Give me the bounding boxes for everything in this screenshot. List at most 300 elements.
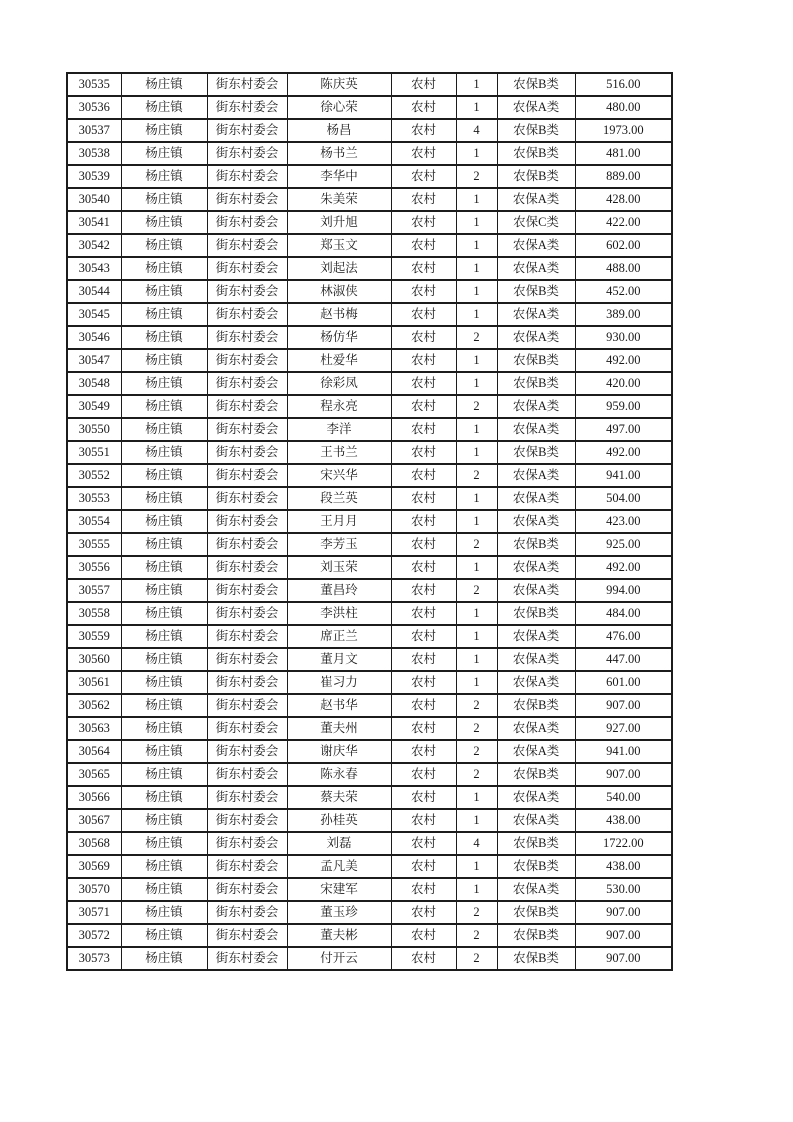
cell-serial-number: 30536 — [67, 96, 121, 119]
cell-town: 杨庄镇 — [121, 786, 207, 809]
cell-residence-type: 农村 — [391, 142, 456, 165]
cell-person-name: 刘起法 — [287, 257, 391, 280]
cell-residence-type: 农村 — [391, 257, 456, 280]
cell-town: 杨庄镇 — [121, 487, 207, 510]
cell-serial-number: 30565 — [67, 763, 121, 786]
cell-person-name: 李洪柱 — [287, 602, 391, 625]
cell-town: 杨庄镇 — [121, 73, 207, 96]
cell-residence-type: 农村 — [391, 418, 456, 441]
cell-amount: 389.00 — [575, 303, 672, 326]
cell-town: 杨庄镇 — [121, 326, 207, 349]
cell-person-count: 1 — [456, 625, 497, 648]
cell-insurance-category: 农保A类 — [497, 487, 575, 510]
cell-amount: 889.00 — [575, 165, 672, 188]
cell-insurance-category: 农保A类 — [497, 418, 575, 441]
cell-person-name: 杨书兰 — [287, 142, 391, 165]
cell-person-count: 2 — [456, 901, 497, 924]
table-row — [67, 441, 672, 464]
cell-village-committee: 街东村委会 — [207, 579, 287, 602]
cell-insurance-category: 农保B类 — [497, 901, 575, 924]
cell-town: 杨庄镇 — [121, 556, 207, 579]
table-row — [67, 648, 672, 671]
table-row — [67, 487, 672, 510]
cell-town: 杨庄镇 — [121, 901, 207, 924]
cell-person-name: 赵书华 — [287, 694, 391, 717]
cell-town: 杨庄镇 — [121, 855, 207, 878]
cell-person-name: 程永亮 — [287, 395, 391, 418]
table-row — [67, 142, 672, 165]
cell-residence-type: 农村 — [391, 487, 456, 510]
cell-town: 杨庄镇 — [121, 96, 207, 119]
cell-insurance-category: 农保A类 — [497, 326, 575, 349]
cell-serial-number: 30571 — [67, 901, 121, 924]
table-row — [67, 372, 672, 395]
cell-serial-number: 30567 — [67, 809, 121, 832]
cell-residence-type: 农村 — [391, 602, 456, 625]
cell-residence-type: 农村 — [391, 533, 456, 556]
cell-town: 杨庄镇 — [121, 119, 207, 142]
cell-amount: 481.00 — [575, 142, 672, 165]
cell-village-committee: 街东村委会 — [207, 372, 287, 395]
cell-town: 杨庄镇 — [121, 947, 207, 970]
cell-town: 杨庄镇 — [121, 395, 207, 418]
cell-person-count: 2 — [456, 717, 497, 740]
cell-amount: 907.00 — [575, 694, 672, 717]
table-row — [67, 257, 672, 280]
cell-town: 杨庄镇 — [121, 349, 207, 372]
table-row — [67, 878, 672, 901]
cell-amount: 601.00 — [575, 671, 672, 694]
cell-serial-number: 30537 — [67, 119, 121, 142]
cell-residence-type: 农村 — [391, 694, 456, 717]
cell-amount: 530.00 — [575, 878, 672, 901]
cell-residence-type: 农村 — [391, 832, 456, 855]
cell-town: 杨庄镇 — [121, 257, 207, 280]
cell-residence-type: 农村 — [391, 119, 456, 142]
table-row — [67, 349, 672, 372]
cell-person-count: 1 — [456, 602, 497, 625]
cell-person-count: 2 — [456, 694, 497, 717]
cell-village-committee: 街东村委会 — [207, 694, 287, 717]
cell-town: 杨庄镇 — [121, 280, 207, 303]
cell-person-count: 1 — [456, 441, 497, 464]
cell-residence-type: 农村 — [391, 326, 456, 349]
cell-village-committee: 街东村委会 — [207, 625, 287, 648]
cell-village-committee: 街东村委会 — [207, 648, 287, 671]
cell-person-name: 王月月 — [287, 510, 391, 533]
cell-insurance-category: 农保A类 — [497, 96, 575, 119]
cell-amount: 927.00 — [575, 717, 672, 740]
cell-person-name: 杨昌 — [287, 119, 391, 142]
cell-residence-type: 农村 — [391, 947, 456, 970]
cell-serial-number: 30563 — [67, 717, 121, 740]
cell-serial-number: 30543 — [67, 257, 121, 280]
cell-village-committee: 街东村委会 — [207, 395, 287, 418]
cell-residence-type: 农村 — [391, 510, 456, 533]
cell-amount: 420.00 — [575, 372, 672, 395]
cell-amount: 907.00 — [575, 901, 672, 924]
cell-amount: 1722.00 — [575, 832, 672, 855]
table-row — [67, 625, 672, 648]
cell-person-count: 1 — [456, 211, 497, 234]
cell-insurance-category: 农保A类 — [497, 395, 575, 418]
cell-serial-number: 30568 — [67, 832, 121, 855]
cell-town: 杨庄镇 — [121, 165, 207, 188]
table-row — [67, 740, 672, 763]
cell-village-committee: 街东村委会 — [207, 763, 287, 786]
cell-amount: 907.00 — [575, 947, 672, 970]
cell-person-count: 2 — [456, 947, 497, 970]
table-row — [67, 280, 672, 303]
cell-town: 杨庄镇 — [121, 142, 207, 165]
cell-person-name: 杨仿华 — [287, 326, 391, 349]
cell-serial-number: 30559 — [67, 625, 121, 648]
cell-residence-type: 农村 — [391, 579, 456, 602]
cell-amount: 438.00 — [575, 809, 672, 832]
cell-insurance-category: 农保B类 — [497, 280, 575, 303]
cell-village-committee: 街东村委会 — [207, 487, 287, 510]
cell-village-committee: 街东村委会 — [207, 326, 287, 349]
cell-residence-type: 农村 — [391, 671, 456, 694]
cell-person-count: 2 — [456, 763, 497, 786]
cell-residence-type: 农村 — [391, 740, 456, 763]
cell-serial-number: 30556 — [67, 556, 121, 579]
cell-amount: 959.00 — [575, 395, 672, 418]
cell-village-committee: 街东村委会 — [207, 924, 287, 947]
cell-person-name: 李洋 — [287, 418, 391, 441]
cell-town: 杨庄镇 — [121, 924, 207, 947]
table-row — [67, 901, 672, 924]
cell-insurance-category: 农保A类 — [497, 579, 575, 602]
cell-village-committee: 街东村委会 — [207, 786, 287, 809]
cell-village-committee: 街东村委会 — [207, 855, 287, 878]
cell-serial-number: 30558 — [67, 602, 121, 625]
cell-town: 杨庄镇 — [121, 717, 207, 740]
cell-amount: 930.00 — [575, 326, 672, 349]
cell-serial-number: 30544 — [67, 280, 121, 303]
cell-village-committee: 街东村委会 — [207, 142, 287, 165]
cell-insurance-category: 农保B类 — [497, 533, 575, 556]
cell-town: 杨庄镇 — [121, 671, 207, 694]
table-row — [67, 326, 672, 349]
table-row — [67, 579, 672, 602]
cell-serial-number: 30552 — [67, 464, 121, 487]
cell-amount: 540.00 — [575, 786, 672, 809]
cell-residence-type: 农村 — [391, 924, 456, 947]
cell-serial-number: 30538 — [67, 142, 121, 165]
cell-village-committee: 街东村委会 — [207, 73, 287, 96]
cell-person-count: 1 — [456, 372, 497, 395]
cell-person-name: 刘玉荣 — [287, 556, 391, 579]
table-row — [67, 763, 672, 786]
cell-town: 杨庄镇 — [121, 602, 207, 625]
cell-insurance-category: 农保C类 — [497, 211, 575, 234]
cell-residence-type: 农村 — [391, 96, 456, 119]
cell-amount: 488.00 — [575, 257, 672, 280]
cell-insurance-category: 农保B类 — [497, 441, 575, 464]
cell-person-count: 1 — [456, 349, 497, 372]
cell-person-name: 李华中 — [287, 165, 391, 188]
cell-town: 杨庄镇 — [121, 740, 207, 763]
table-row — [67, 694, 672, 717]
cell-serial-number: 30542 — [67, 234, 121, 257]
cell-insurance-category: 农保A类 — [497, 257, 575, 280]
table-row — [67, 556, 672, 579]
cell-person-name: 段兰英 — [287, 487, 391, 510]
cell-amount: 907.00 — [575, 763, 672, 786]
cell-person-name: 陈永春 — [287, 763, 391, 786]
cell-person-name: 孙桂英 — [287, 809, 391, 832]
cell-amount: 428.00 — [575, 188, 672, 211]
cell-person-name: 董玉珍 — [287, 901, 391, 924]
table-row — [67, 73, 672, 96]
cell-village-committee: 街东村委会 — [207, 947, 287, 970]
cell-village-committee: 街东村委会 — [207, 96, 287, 119]
cell-person-name: 陈庆英 — [287, 73, 391, 96]
cell-serial-number: 30540 — [67, 188, 121, 211]
cell-person-name: 林淑侠 — [287, 280, 391, 303]
cell-amount: 492.00 — [575, 556, 672, 579]
cell-serial-number: 30573 — [67, 947, 121, 970]
cell-person-name: 徐彩凤 — [287, 372, 391, 395]
cell-residence-type: 农村 — [391, 395, 456, 418]
cell-person-count: 4 — [456, 119, 497, 142]
cell-residence-type: 农村 — [391, 303, 456, 326]
cell-person-name: 宋兴华 — [287, 464, 391, 487]
cell-serial-number: 30554 — [67, 510, 121, 533]
cell-serial-number: 30561 — [67, 671, 121, 694]
cell-town: 杨庄镇 — [121, 809, 207, 832]
cell-village-committee: 街东村委会 — [207, 602, 287, 625]
cell-serial-number: 30551 — [67, 441, 121, 464]
cell-amount: 497.00 — [575, 418, 672, 441]
cell-serial-number: 30557 — [67, 579, 121, 602]
table-row — [67, 188, 672, 211]
cell-person-name: 蔡夫荣 — [287, 786, 391, 809]
table-row — [67, 809, 672, 832]
cell-village-committee: 街东村委会 — [207, 119, 287, 142]
cell-person-name: 朱美荣 — [287, 188, 391, 211]
table-row — [67, 671, 672, 694]
cell-amount: 925.00 — [575, 533, 672, 556]
cell-residence-type: 农村 — [391, 878, 456, 901]
cell-serial-number: 30545 — [67, 303, 121, 326]
cell-insurance-category: 农保B类 — [497, 924, 575, 947]
cell-amount: 1973.00 — [575, 119, 672, 142]
cell-person-count: 2 — [456, 395, 497, 418]
cell-person-count: 1 — [456, 671, 497, 694]
cell-amount: 492.00 — [575, 349, 672, 372]
cell-insurance-category: 农保A类 — [497, 303, 575, 326]
cell-person-name: 谢庆华 — [287, 740, 391, 763]
cell-residence-type: 农村 — [391, 809, 456, 832]
cell-serial-number: 30569 — [67, 855, 121, 878]
cell-person-count: 2 — [456, 579, 497, 602]
table-row — [67, 96, 672, 119]
cell-insurance-category: 农保B类 — [497, 947, 575, 970]
table-row — [67, 717, 672, 740]
cell-residence-type: 农村 — [391, 625, 456, 648]
cell-serial-number: 30570 — [67, 878, 121, 901]
cell-village-committee: 街东村委会 — [207, 901, 287, 924]
cell-residence-type: 农村 — [391, 901, 456, 924]
cell-insurance-category: 农保B类 — [497, 372, 575, 395]
cell-town: 杨庄镇 — [121, 533, 207, 556]
cell-insurance-category: 农保A类 — [497, 556, 575, 579]
cell-town: 杨庄镇 — [121, 464, 207, 487]
cell-town: 杨庄镇 — [121, 188, 207, 211]
cell-insurance-category: 农保B类 — [497, 602, 575, 625]
table-row — [67, 165, 672, 188]
cell-person-count: 1 — [456, 257, 497, 280]
cell-person-count: 1 — [456, 809, 497, 832]
cell-person-count: 1 — [456, 280, 497, 303]
cell-residence-type: 农村 — [391, 188, 456, 211]
cell-amount: 907.00 — [575, 924, 672, 947]
cell-town: 杨庄镇 — [121, 234, 207, 257]
cell-person-name: 董夫州 — [287, 717, 391, 740]
cell-insurance-category: 农保A类 — [497, 464, 575, 487]
cell-amount: 447.00 — [575, 648, 672, 671]
cell-town: 杨庄镇 — [121, 878, 207, 901]
cell-person-name: 王书兰 — [287, 441, 391, 464]
cell-amount: 492.00 — [575, 441, 672, 464]
cell-village-committee: 街东村委会 — [207, 809, 287, 832]
cell-village-committee: 街东村委会 — [207, 211, 287, 234]
cell-insurance-category: 农保A类 — [497, 717, 575, 740]
cell-serial-number: 30562 — [67, 694, 121, 717]
cell-village-committee: 街东村委会 — [207, 533, 287, 556]
cell-insurance-category: 农保A类 — [497, 648, 575, 671]
cell-town: 杨庄镇 — [121, 510, 207, 533]
cell-serial-number: 30547 — [67, 349, 121, 372]
cell-town: 杨庄镇 — [121, 441, 207, 464]
cell-person-name: 李芳玉 — [287, 533, 391, 556]
cell-serial-number: 30541 — [67, 211, 121, 234]
cell-insurance-category: 农保B类 — [497, 694, 575, 717]
cell-amount: 452.00 — [575, 280, 672, 303]
cell-person-name: 宋建军 — [287, 878, 391, 901]
cell-residence-type: 农村 — [391, 717, 456, 740]
cell-person-name: 刘升旭 — [287, 211, 391, 234]
cell-town: 杨庄镇 — [121, 211, 207, 234]
cell-insurance-category: 农保A类 — [497, 878, 575, 901]
cell-residence-type: 农村 — [391, 73, 456, 96]
table-row — [67, 602, 672, 625]
cell-residence-type: 农村 — [391, 234, 456, 257]
cell-village-committee: 街东村委会 — [207, 280, 287, 303]
cell-amount: 422.00 — [575, 211, 672, 234]
table-row — [67, 533, 672, 556]
cell-person-name: 董夫彬 — [287, 924, 391, 947]
cell-residence-type: 农村 — [391, 786, 456, 809]
cell-serial-number: 30564 — [67, 740, 121, 763]
cell-town: 杨庄镇 — [121, 625, 207, 648]
cell-residence-type: 农村 — [391, 349, 456, 372]
cell-insurance-category: 农保B类 — [497, 763, 575, 786]
cell-amount: 423.00 — [575, 510, 672, 533]
cell-insurance-category: 农保B类 — [497, 349, 575, 372]
table-row — [67, 924, 672, 947]
cell-person-count: 4 — [456, 832, 497, 855]
cell-person-count: 1 — [456, 188, 497, 211]
cell-person-count: 1 — [456, 878, 497, 901]
cell-town: 杨庄镇 — [121, 372, 207, 395]
cell-village-committee: 街东村委会 — [207, 188, 287, 211]
cell-town: 杨庄镇 — [121, 303, 207, 326]
cell-serial-number: 30553 — [67, 487, 121, 510]
table-row — [67, 947, 672, 970]
cell-town: 杨庄镇 — [121, 694, 207, 717]
table-row — [67, 464, 672, 487]
cell-residence-type: 农村 — [391, 763, 456, 786]
cell-person-count: 1 — [456, 556, 497, 579]
cell-person-name: 席正兰 — [287, 625, 391, 648]
cell-serial-number: 30555 — [67, 533, 121, 556]
cell-person-count: 1 — [456, 487, 497, 510]
cell-serial-number: 30548 — [67, 372, 121, 395]
cell-residence-type: 农村 — [391, 372, 456, 395]
cell-residence-type: 农村 — [391, 855, 456, 878]
cell-village-committee: 街东村委会 — [207, 556, 287, 579]
cell-person-count: 1 — [456, 855, 497, 878]
cell-town: 杨庄镇 — [121, 648, 207, 671]
cell-serial-number: 30535 — [67, 73, 121, 96]
cell-serial-number: 30572 — [67, 924, 121, 947]
cell-residence-type: 农村 — [391, 211, 456, 234]
cell-person-name: 郑玉文 — [287, 234, 391, 257]
cell-insurance-category: 农保A类 — [497, 786, 575, 809]
cell-person-count: 2 — [456, 464, 497, 487]
cell-person-count: 2 — [456, 740, 497, 763]
cell-person-name: 赵书梅 — [287, 303, 391, 326]
cell-village-committee: 街东村委会 — [207, 510, 287, 533]
cell-person-count: 1 — [456, 648, 497, 671]
table-row — [67, 832, 672, 855]
table-row — [67, 855, 672, 878]
cell-person-count: 1 — [456, 234, 497, 257]
cell-person-count: 1 — [456, 142, 497, 165]
cell-person-name: 董昌玲 — [287, 579, 391, 602]
cell-person-count: 2 — [456, 533, 497, 556]
cell-amount: 941.00 — [575, 464, 672, 487]
cell-town: 杨庄镇 — [121, 579, 207, 602]
cell-insurance-category: 农保A类 — [497, 188, 575, 211]
table-row — [67, 234, 672, 257]
cell-village-committee: 街东村委会 — [207, 234, 287, 257]
cell-person-count: 1 — [456, 786, 497, 809]
cell-amount: 476.00 — [575, 625, 672, 648]
cell-village-committee: 街东村委会 — [207, 740, 287, 763]
cell-insurance-category: 农保A类 — [497, 671, 575, 694]
cell-serial-number: 30539 — [67, 165, 121, 188]
table-row — [67, 395, 672, 418]
cell-person-name: 刘磊 — [287, 832, 391, 855]
cell-insurance-category: 农保B类 — [497, 119, 575, 142]
cell-insurance-category: 农保A类 — [497, 625, 575, 648]
cell-person-count: 2 — [456, 165, 497, 188]
cell-town: 杨庄镇 — [121, 418, 207, 441]
cell-village-committee: 街东村委会 — [207, 165, 287, 188]
cell-residence-type: 农村 — [391, 648, 456, 671]
cell-person-count: 2 — [456, 924, 497, 947]
cell-person-name: 付开云 — [287, 947, 391, 970]
cell-village-committee: 街东村委会 — [207, 464, 287, 487]
cell-insurance-category: 农保B类 — [497, 832, 575, 855]
cell-village-committee: 街东村委会 — [207, 832, 287, 855]
cell-person-name: 董月文 — [287, 648, 391, 671]
cell-person-name: 徐心荣 — [287, 96, 391, 119]
